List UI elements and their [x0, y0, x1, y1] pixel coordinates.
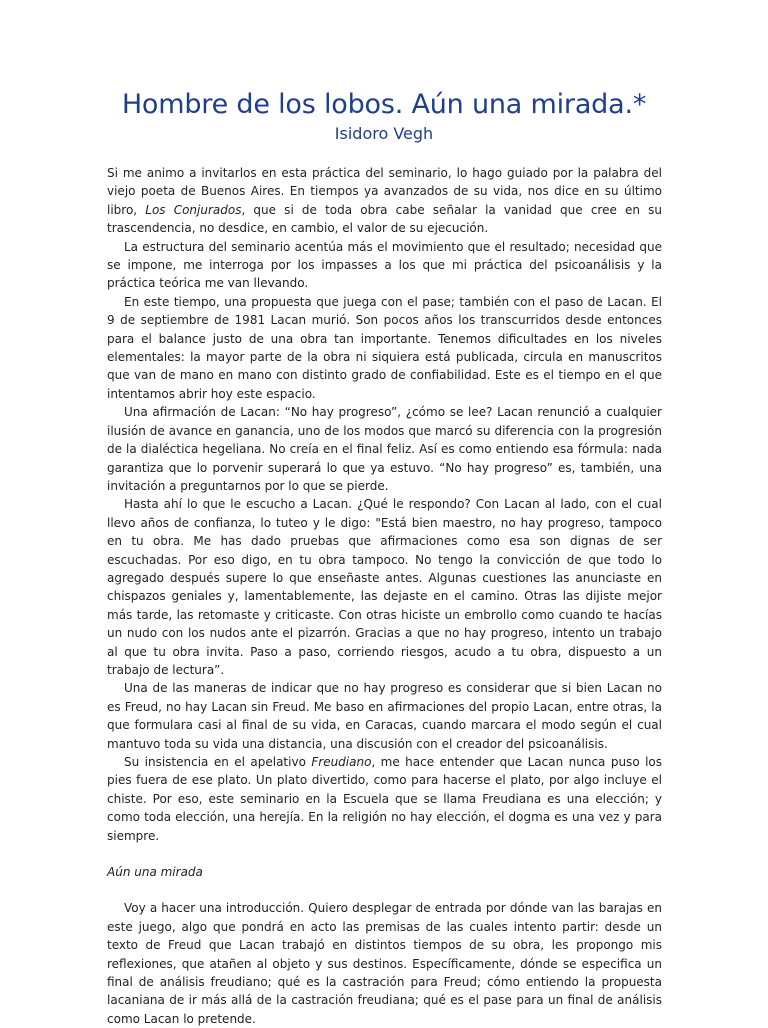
paragraph-1-text-b: , que si de toda obra cabe señalar la vanidad que cree en su trascendencia, no desdice, en cambio, el valor de su ejecución.	[107, 202, 662, 236]
paragraph-7-text-a: Su insistencia en el apelativo	[124, 755, 312, 769]
paragraph-1-text-a: Si me animo a invitarlos en esta práctica del seminario, lo hago guiado por la palabra del viejo poeta de Buenos Aires. En tiempos ya avanzados de su vida, nos dice en su último libro,	[107, 166, 662, 217]
section-subheading: Aún una mirada	[107, 865, 203, 880]
paragraph-2: La estructura del seminario acentúa más el movimiento que el resultado; necesidad que se impone, me interroga por los impasses a los que mi práctica del psicoanálisis y la práctica teórica me van llevando.	[107, 239, 662, 291]
freudiano-italic: Freudiano	[311, 755, 372, 769]
paragraph-5: Hasta ahí lo que le escucho a Lacan. ¿Qué le respondo? Con Lacan al lado, con el cual llevo años de confianza, lo tuteo y le digo: "Está bien maestro, no hay progreso, tampoco en tu obra. Me has dado pruebas que afirmaciones como esa son dignas de ser escuchadas. Por eso digo, en tu obra tampoco. No tengo la convicción de que todo lo agregado después supere lo que enseñaste antes. Algunas cuestiones las anunciaste en chispazos geniales y, lamentablemente, las dejaste en el camino. Otras las dijiste mejor más tarde, las retomaste y criticaste. Con otras hiciste un embrollo como cuando te hacías un nudo con los nudos ante el pizarrón. Gracias a que no hay progreso, intento un trabajo al que tu obra invita. Paso a paso, corriendo riesgos, acudo a tu obra, dispuesto a un trabajo de lectura”.	[107, 497, 662, 677]
author-name: Isidoro Vegh	[334, 124, 434, 143]
paragraph-1	[107, 164, 662, 238]
paragraph-7	[107, 753, 662, 845]
book-title-italic: Los Conjurados	[145, 202, 242, 217]
page-title: Hombre de los lobos. Aún una mirada.*	[121, 89, 647, 120]
document-body	[107, 164, 662, 1028]
paragraph-7-text-b: , me hace entender que Lacan nunca puso los pies fuera de ese plato. Un plato divertido, como para hacerse el plato, por algo incluye el chiste. Por eso, este seminario en la Escuela que se llama Freudiana es una elección; y como toda elección, una herejía. En la religión no hay elección, el dogma es una vez y para siempre.	[107, 755, 663, 843]
paragraph-6: Una de las maneras de indicar que no hay progreso es considerar que si bien Lacan no es Freud, no hay Lacan sin Freud. Me baso en afirmaciones del propio Lacan, entre otras, la que formulara casi al final de su vida, en Caracas, cuando marcara el modo según el cual mantuvo toda su vida una distancia, una discusión con el creador del psicoanálisis.	[107, 681, 662, 751]
paragraph-8: Voy a hacer una introducción. Quiero desplegar de entrada por dónde van las barajas en este juego, algo que pondrá en acto las premisas de las cuales intento partir: desde un texto de Freud que Lacan trabajó en distintos tiempos de su obra, les propongo mis reflexiones, que atañen al objeto y sus destinos. Específicamente, dónde se especifica un final de análisis freudiano; qué es la castración para Freud; cómo entiendo la propuesta lacaniana de ir más allá de la castración freudiana; qué es el pase para un final de análisis como Lacan lo pretende.	[107, 901, 662, 1026]
paragraph-3: En este tiempo, una propuesta que juega con el pase; también con el paso de Lacan. El 9 de septiembre de 1981 Lacan murió. Son pocos años los transcurridos desde entonces para el balance justo de una obra tan importante. Tenemos dificultades en los niveles elementales: la mayor parte de la obra ni siquiera está publicada, circula en manuscritos que van de mano en mano con distinto grado de confiabilidad. Este es el tiempo en el que intentamos abrir hoy este espacio.	[107, 294, 662, 401]
paragraph-4: Una afirmación de Lacan: “No hay progreso”, ¿cómo se lee? Lacan renunció a cualquier ilusión de avance en ganancia, uno de los modos que marcó su diferencia con la progresión de la dialéctica hegeliana. No creía en el final feliz. Así es como entiendo esa fórmula: nada garantiza que lo porvenir superará lo que ya estuvo. “No hay progreso” es, también, una invitación a preguntarnos por lo que se pierde.	[107, 405, 662, 493]
